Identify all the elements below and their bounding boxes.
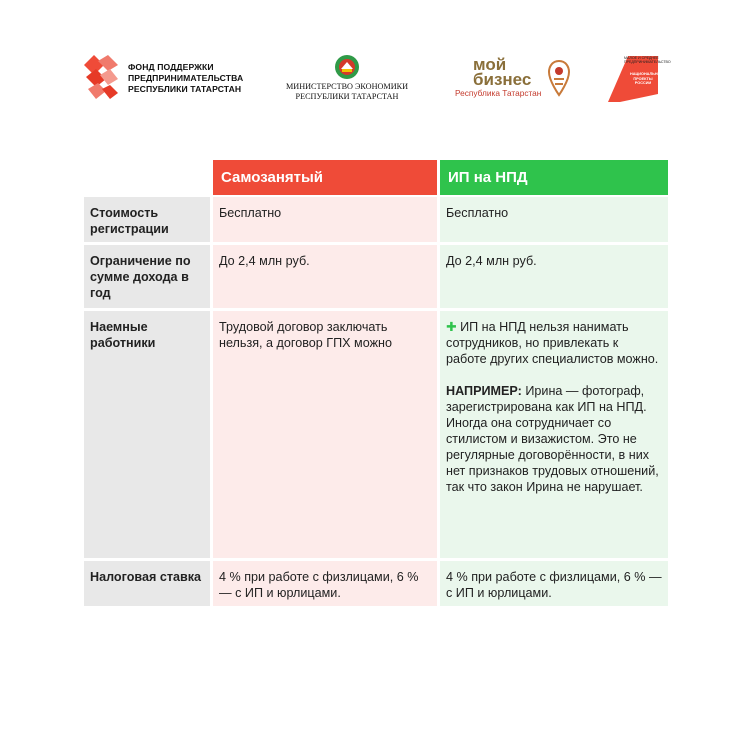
cell-ip-employees	[440, 311, 668, 558]
header-self-employed: Самозанятый	[213, 160, 437, 195]
fund-logo-mark-icon	[84, 55, 120, 101]
cell-self-employees: Трудовой договор заключать нельзя, а договор ГПХ можно	[213, 311, 437, 558]
plus-icon: ✚	[446, 320, 457, 334]
row-label-registration-cost: Стоимость регистрации	[84, 197, 210, 242]
ministry-logo-line1: МИНИСТЕРСТВО ЭКОНОМИКИ	[286, 82, 408, 91]
example-text: Ирина — фотограф, зарегистрирована как ИП на НПД. Иногда она сотрудничает со стилистом и визажистом. Это не регулярные договорённости, в них нет признаков трудовых отношений, так что закон Ирина не нарушает.	[446, 384, 659, 494]
cell-ip-income-limit: До 2,4 млн руб.	[440, 245, 668, 308]
national-projects-logo	[606, 48, 671, 108]
row-label-employees: Наемные работники	[84, 311, 210, 558]
fund-logo-line1: ФОНД ПОДДЕРЖКИ	[128, 61, 214, 72]
cell-ip-registration-cost: Бесплатно	[440, 197, 668, 242]
cell-self-registration-cost: Бесплатно	[213, 197, 437, 242]
logos-header	[0, 48, 750, 108]
fund-logo	[84, 48, 243, 108]
cell-ip-employees-text: ИП на НПД нельзя нанимать сотрудников, но привлекать к работе других специалистов можно.	[446, 320, 659, 366]
cell-self-tax-rate: 4 % при работе с физлицами, 6 % — с ИП и юрлицами.	[213, 561, 437, 606]
my-business-logo	[455, 48, 571, 108]
ministry-logo	[286, 48, 408, 108]
my-business-line2: бизнес	[473, 70, 532, 89]
cell-ip-tax-rate: 4 % при работе с физлицами, 6 % — с ИП и юрлицами.	[440, 561, 668, 606]
national-projects-small-text: МАЛОЕ И СРЕДНЕЕ ПРЕДПРИНИМАТЕЛЬСТВО	[624, 56, 671, 65]
tatarstan-emblem-icon	[334, 54, 360, 80]
ministry-logo-line2: РЕСПУБЛИКИ ТАТАРСТАН	[295, 92, 399, 101]
location-pin-icon	[547, 59, 571, 97]
my-business-line1: мой	[473, 55, 507, 74]
national-projects-label: НАЦИОНАЛЬНЫЕ ПРОЕКТЫ РОССИИ	[630, 72, 664, 86]
example-label: НАПРИМЕР:	[446, 384, 522, 398]
row-label-income-limit: Ограничение по сумме дохода в год	[84, 245, 210, 308]
cell-self-income-limit: До 2,4 млн руб.	[213, 245, 437, 308]
row-label-tax-rate: Налоговая ставка	[84, 561, 210, 606]
fund-logo-line2: ПРЕДПРИНИМАТЕЛЬСТВА	[128, 72, 244, 83]
header-ip-npd: ИП на НПД	[440, 160, 668, 195]
my-business-line3: Республика Татарстан	[455, 88, 542, 98]
fund-logo-line3: РЕСПУБЛИКИ ТАТАРСТАН	[128, 83, 242, 94]
